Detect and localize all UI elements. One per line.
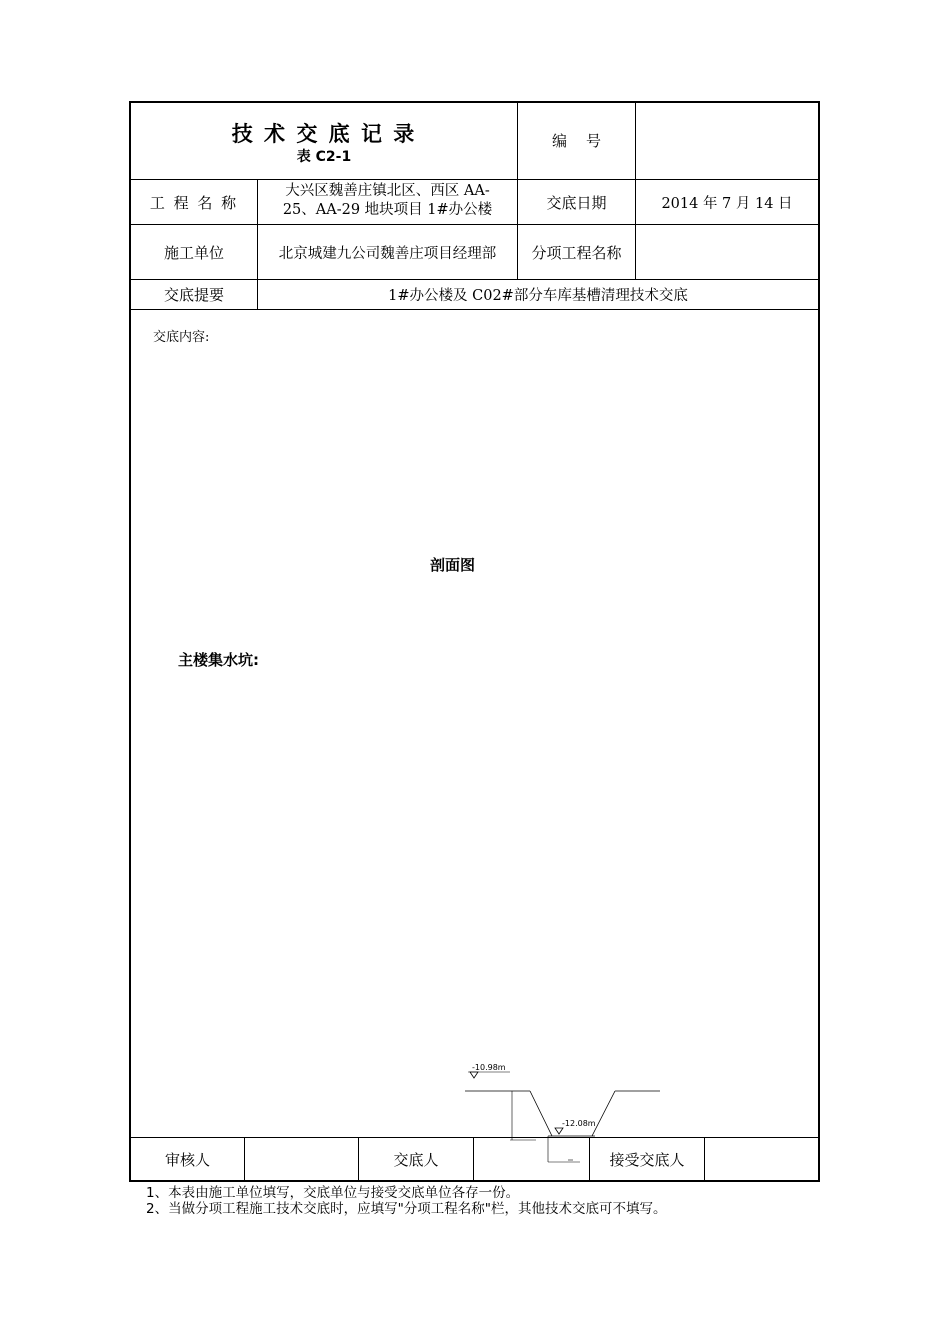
subitem-label: 分项工程名称: [531, 243, 622, 262]
form-title: 技 术 交 底 记 录: [231, 122, 417, 146]
discloser-label: 交底人: [393, 1151, 439, 1169]
subitem-value: [636, 225, 818, 279]
elevation-marker-top: [470, 1072, 478, 1078]
section-title: 剖面图: [430, 556, 476, 574]
receiver-field[interactable]: [705, 1138, 818, 1181]
number-value: [636, 102, 818, 179]
project-name-line1: 大兴区魏善庄镇北区、西区 AA-: [285, 183, 490, 199]
elevation-marker-bottom: [555, 1128, 563, 1134]
reviewer-field[interactable]: [245, 1138, 358, 1181]
pit-slope-right: [592, 1091, 615, 1136]
date-value: 2014 年 7 月 14 日: [661, 195, 793, 212]
bottom-elevation-label: -12.08m: [562, 1119, 596, 1128]
receiver-label: 接受交底人: [609, 1151, 685, 1169]
date-label: 交底日期: [546, 193, 607, 212]
form-code: 表 C2-1: [296, 149, 352, 165]
pit-slope-left: [530, 1091, 552, 1136]
contractor-label: 施工单位: [163, 243, 224, 262]
project-name-line2: 25、AA-29 地块项目 1#办公楼: [282, 202, 493, 218]
grid-line: [130, 309, 819, 310]
number-label: 编 号: [551, 132, 602, 150]
summary-value: 1#办公楼及 C02#部分车库基槽清理技术交底: [388, 288, 688, 304]
contractor-value: 北京城建九公司魏善庄项目经理部: [278, 245, 497, 262]
summary-label: 交底提要: [163, 286, 224, 304]
footnote-1: 1、本表由施工单位填写，交底单位与接受交底单位各存一份。: [146, 1185, 520, 1201]
project-name-label: 工 程 名 称: [149, 193, 239, 212]
project-name-value: [258, 182, 517, 220]
top-elevation-label: -10.98m: [472, 1063, 506, 1072]
reviewer-label: 审核人: [164, 1151, 210, 1169]
footnote-2: 2、当做分项工程施工技术交底时，应填写"分项工程名称"栏，其他技术交底可不填写。: [146, 1201, 667, 1217]
subsection-title: 主楼集水坑:: [178, 651, 259, 669]
discloser-field[interactable]: [474, 1138, 589, 1181]
content-intro: 交底内容:: [153, 330, 210, 345]
